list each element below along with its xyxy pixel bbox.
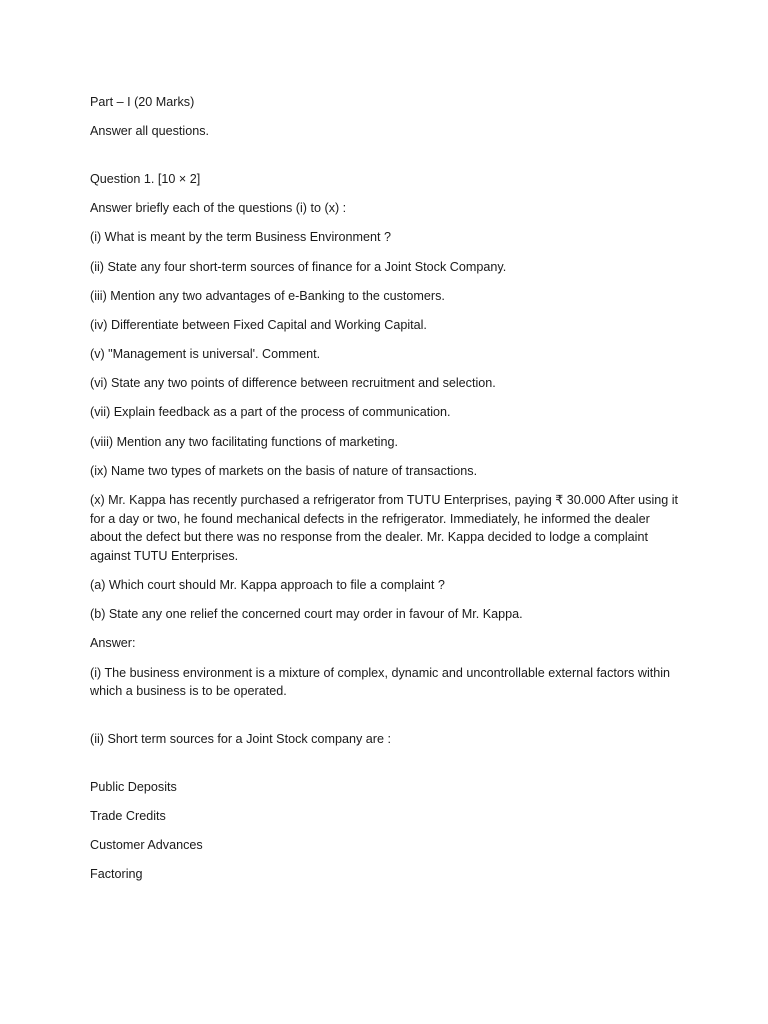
- question-heading: Question 1. [10 × 2]: [90, 171, 201, 186]
- spacer: [90, 711, 680, 730]
- question-item: (v) "Management is universal'. Comment.: [90, 347, 321, 362]
- source-list-item: Trade Credits: [90, 808, 166, 823]
- source-list-item: Factoring: [90, 867, 143, 882]
- spacer: [90, 759, 680, 778]
- answer-ii-intro: (ii) Short term sources for a Joint Stock company are :: [90, 731, 391, 746]
- spacer: [90, 151, 680, 170]
- question-item: (ii) State any four short-term sources of finance for a Joint Stock Company.: [90, 259, 507, 274]
- question-intro: Answer briefly each of the questions (i) to (x) :: [90, 201, 347, 216]
- question-item: (vii) Explain feedback as a part of the process of communication.: [90, 405, 451, 420]
- source-list-item: Customer Advances: [90, 838, 203, 853]
- question-subitem: (b) State any one relief the concerned court may order in favour of Mr. Kappa.: [90, 607, 523, 622]
- part-heading: Part – I (20 Marks): [90, 95, 195, 109]
- document-body: [90, 93, 680, 894]
- question-item: (iii) Mention any two advantages of e-Banking to the customers.: [90, 288, 445, 303]
- question-item: (x) Mr. Kappa has recently purchased a refrigerator from TUTU Enterprises, paying ₹ 30.000 After using it for a day or two, he found mechanical defects in the refrigerator. Immediately, he informed the dealer about the defect but there was no response from the dealer. Mr. Kappa decided to lodge a complaint against TUTU Enterprises.: [90, 493, 679, 563]
- question-item: (viii) Mention any two facilitating functions of marketing.: [90, 434, 398, 449]
- answer-label: Answer:: [90, 636, 136, 651]
- question-item: (vi) State any two points of difference between recruitment and selection.: [90, 376, 496, 391]
- question-item: (i) What is meant by the term Business Environment ?: [90, 230, 391, 245]
- instruction-text: Answer all questions.: [90, 124, 210, 139]
- answer-i: (i) The business environment is a mixture of complex, dynamic and uncontrollable external factors within which a business is to be operated.: [90, 665, 671, 699]
- question-item: (ix) Name two types of markets on the basis of nature of transactions.: [90, 463, 478, 478]
- question-subitem: (a) Which court should Mr. Kappa approach to file a complaint ?: [90, 578, 445, 592]
- source-list-item: Public Deposits: [90, 779, 177, 794]
- question-item: (iv) Differentiate between Fixed Capital and Working Capital.: [90, 317, 427, 332]
